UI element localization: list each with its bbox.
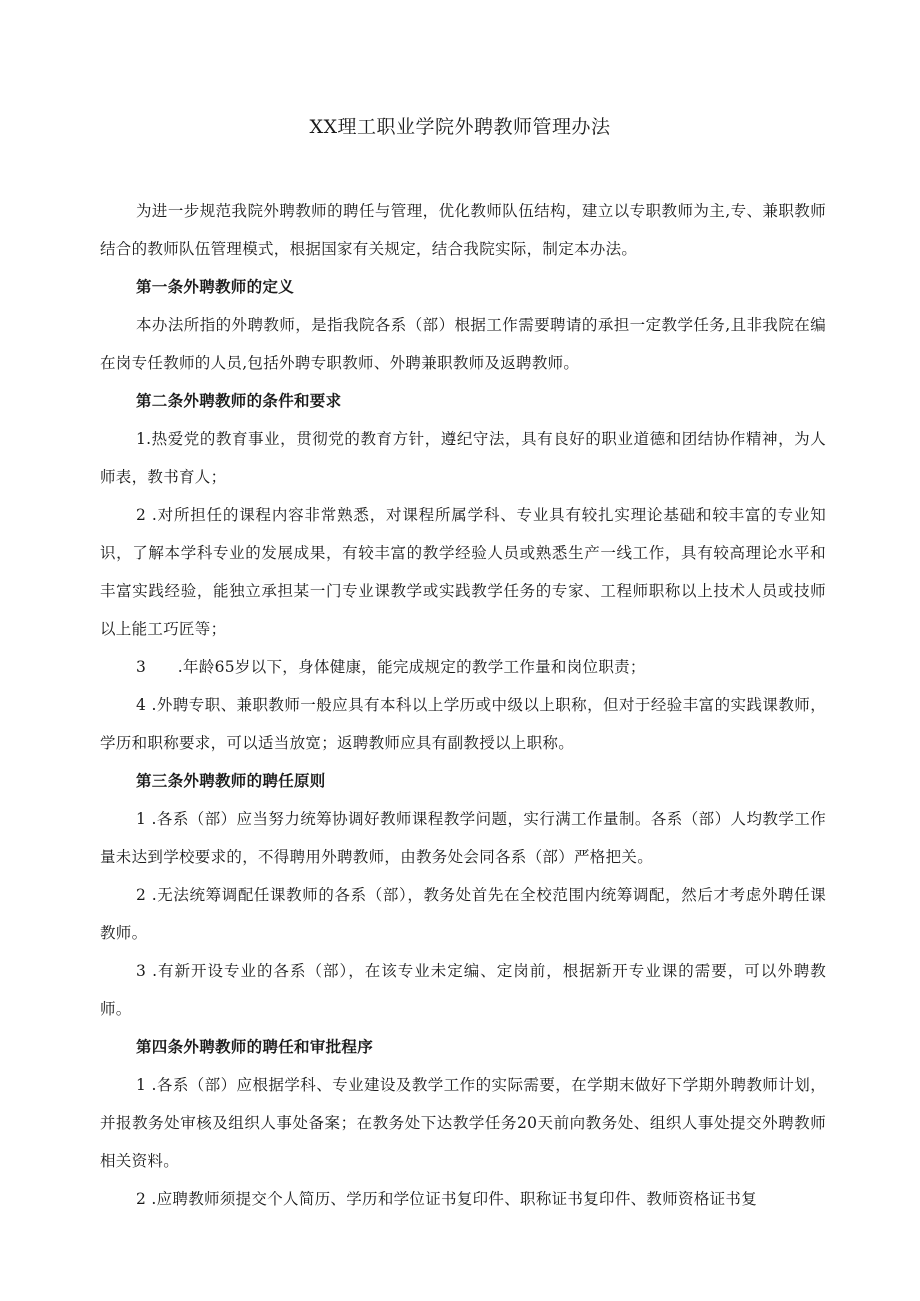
article-3-heading: 第三条外聘教师的聘任原则 (136, 772, 326, 790)
article-2-item-1: 1.热爱党的教育事业，贯彻党的教育方针，遵纪守法，具有良好的职业道德和团结协作精神，为人师表，教书育人； (100, 430, 826, 486)
article-2-item-4: 4 .外聘专职、兼职教师一般应具有本科以上学历或中级以上职称，但对于经验丰富的实践课教师，学历和职称要求，可以适当放宽；返聘教师应具有副教授以上职称。 (100, 696, 826, 752)
article-2-item-2: 2 .对所担任的课程内容非常熟悉，对课程所属学科、专业具有较扎实理论基础和较丰富的专业知识，了解本学科专业的发展成果，有较丰富的教学经验人员或熟悉生产一线工作，具有较高理论水平和丰富实践经验，能独立承担某一门专业课教学或实践教学任务的专家、工程师职称以上技术人员或技师以上能工巧匠等； (100, 506, 826, 638)
document-title: XX理工职业学院外聘教师管理办法 (309, 116, 611, 138)
article-3-item-1: 1 .各系（部）应当努力统筹协调好教师课程教学问题，实行满工作量制。各系（部）人均教学工作量未达到学校要求的，不得聘用外聘教师，由教务处会同各系（部）严格把关。 (100, 810, 826, 866)
article-3-item-2: 2 .无法统筹调配任课教师的各系（部），教务处首先在全校范围内统筹调配，然后才考虑外聘任课教师。 (100, 886, 826, 942)
article-2-item-3: 3 .年龄65岁以下，身体健康，能完成规定的教学工作量和岗位职责； (136, 658, 646, 676)
article-1-heading: 第一条外聘教师的定义 (136, 278, 295, 296)
article-4-item-2: 2 .应聘教师须提交个人简历、学历和学位证书复印件、职称证书复印件、教师资格证书复 (136, 1190, 758, 1208)
article-2-heading: 第二条外聘教师的条件和要求 (136, 392, 342, 410)
article-4-heading: 第四条外聘教师的聘任和审批程序 (136, 1038, 374, 1056)
intro-paragraph: 为进一步规范我院外聘教师的聘任与管理，优化教师队伍结构，建立以专职教师为主,专、兼职教师结合的教师队伍管理模式，根据国家有关规定，结合我院实际，制定本办法。 (100, 202, 826, 258)
article-4-item-1: 1 .各系（部）应根据学科、专业建设及教学工作的实际需要，在学期末做好下学期外聘教师计划，并报教务处审核及组织人事处备案；在教务处下达教学任务20天前向教务处、组织人事处提交外聘教师相关资料。 (100, 1076, 826, 1170)
article-1-paragraph: 本办法所指的外聘教师，是指我院各系（部）根据工作需要聘请的承担一定教学任务,且非我院在编在岗专任教师的人员,包括外聘专职教师、外聘兼职教师及返聘教师。 (100, 316, 826, 372)
document-body (100, 192, 826, 1218)
article-3-item-3: 3 .有新开设专业的各系（部），在该专业未定编、定岗前，根据新开专业课的需要，可以外聘教师。 (100, 962, 826, 1018)
